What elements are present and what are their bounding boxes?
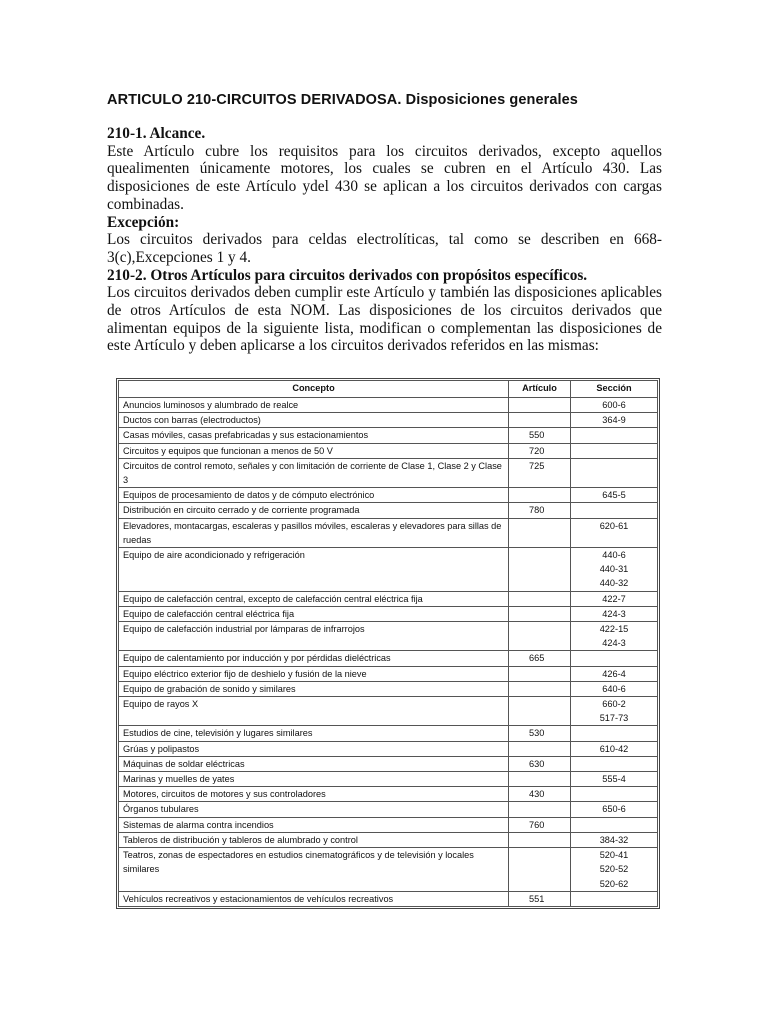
- header-seccion: Sección: [571, 381, 658, 398]
- seccion-value: 517-73: [599, 713, 629, 724]
- cell-seccion: [571, 458, 658, 487]
- table-row: [119, 503, 658, 518]
- cell-concepto: Anuncios luminosos y alumbrado de realce: [119, 398, 509, 413]
- section-heading: Excepción:: [107, 213, 180, 231]
- cell-seccion: [571, 741, 658, 756]
- cell-articulo: [509, 681, 571, 696]
- cell-concepto: Sistemas de alarma contra incendios: [119, 817, 509, 832]
- cell-concepto: Equipos de procesamiento de datos y de cómputo electrónico: [119, 488, 509, 503]
- table-row: [119, 622, 658, 651]
- cell-concepto: Equipo de rayos X: [119, 697, 509, 726]
- cell-concepto: Circuitos y equipos que funcionan a menos de 50 V: [119, 443, 509, 458]
- cell-articulo: 550: [509, 428, 571, 443]
- table-row: [119, 458, 658, 487]
- cell-concepto: Equipo de grabación de sonido y similares: [119, 681, 509, 696]
- reference-table: [118, 380, 658, 907]
- section-heading: 210-1. Alcance.: [107, 125, 206, 142]
- seccion-value: 650-6: [602, 804, 626, 815]
- cell-concepto: Equipo de aire acondicionado y refrigeración: [119, 548, 509, 592]
- cell-seccion: [571, 413, 658, 428]
- seccion-value: 600-6: [602, 400, 626, 410]
- cell-articulo: [509, 622, 571, 651]
- cell-seccion: [571, 518, 658, 547]
- table-row: [119, 606, 658, 621]
- table-row: [119, 651, 658, 666]
- cell-seccion: [571, 787, 658, 802]
- cell-articulo: [509, 548, 571, 592]
- seccion-value: 660-2: [602, 699, 626, 710]
- seccion-value: 620-61: [599, 520, 629, 531]
- cell-articulo: 725: [509, 458, 571, 487]
- cell-concepto: Vehículos recreativos y estacionamientos de vehículos recreativos: [119, 891, 509, 906]
- cell-seccion: [571, 651, 658, 666]
- seccion-value: 520-62: [599, 878, 629, 889]
- seccion-value: 555-4: [602, 774, 626, 785]
- cell-concepto: Ductos con barras (electroductos): [119, 413, 509, 428]
- cell-seccion: [571, 891, 658, 906]
- table-row: [119, 666, 658, 681]
- cell-articulo: [509, 518, 571, 547]
- cell-seccion: [571, 817, 658, 832]
- table-row: [119, 697, 658, 726]
- table-row: [119, 398, 658, 413]
- cell-articulo: 551: [509, 891, 571, 906]
- table-row: [119, 681, 658, 696]
- cell-concepto: Casas móviles, casas prefabricadas y sus estacionamientos: [119, 428, 509, 443]
- cell-concepto: Equipo de calefacción industrial por lámparas de infrarrojos: [119, 622, 509, 651]
- seccion-value: 520-52: [599, 864, 629, 875]
- seccion-value: 424-3: [602, 638, 626, 649]
- cell-seccion: [571, 681, 658, 696]
- paragraph: Los circuitos derivados para celdas electrolíticas, tal como se describen en 668-3(c),Excepciones 1 y 4.: [107, 231, 662, 266]
- table-header-row: [119, 381, 658, 398]
- table-row: [119, 832, 658, 847]
- cell-articulo: 780: [509, 503, 571, 518]
- cell-seccion: [571, 443, 658, 458]
- table-row: [119, 548, 658, 592]
- table-row: [119, 802, 658, 817]
- table-row: [119, 787, 658, 802]
- section-heading: 210-2. Otros Artículos para circuitos derivados con propósitos específicos.: [107, 266, 588, 284]
- seccion-value: 426-4: [602, 668, 626, 679]
- cell-articulo: [509, 772, 571, 787]
- article-title: ARTICULO 210-CIRCUITOS DERIVADOSA. Disposiciones generales: [107, 92, 578, 108]
- cell-seccion: [571, 622, 658, 651]
- cell-seccion: [571, 503, 658, 518]
- seccion-value: 520-41: [599, 850, 629, 861]
- seccion-value: 364-9: [602, 415, 626, 426]
- cell-seccion: [571, 726, 658, 741]
- table-row: [119, 756, 658, 771]
- seccion-value: 440-32: [599, 578, 629, 589]
- table-row: [119, 726, 658, 741]
- cell-seccion: [571, 832, 658, 847]
- cell-concepto: Estudios de cine, televisión y lugares similares: [119, 726, 509, 741]
- cell-seccion: [571, 488, 658, 503]
- table-row: [119, 518, 658, 547]
- table-row: [119, 817, 658, 832]
- table-row: [119, 443, 658, 458]
- cell-articulo: [509, 488, 571, 503]
- cell-seccion: [571, 548, 658, 592]
- cell-seccion: [571, 697, 658, 726]
- cell-concepto: Equipo eléctrico exterior fijo de deshielo y fusión de la nieve: [119, 666, 509, 681]
- cell-articulo: 530: [509, 726, 571, 741]
- cell-seccion: [571, 802, 658, 817]
- cell-articulo: 720: [509, 443, 571, 458]
- table-row: [119, 848, 658, 892]
- cell-articulo: [509, 832, 571, 847]
- seccion-value: 422-15: [599, 624, 629, 635]
- cell-articulo: [509, 802, 571, 817]
- paragraph: Los circuitos derivados deben cumplir este Artículo y también las disposiciones aplicables de otros Artículos de esta NOM. Las disposiciones de los circuitos derivados que alimentan equipos de la siguiente lista, modifican o complementan las disposiciones de este Artículo y deben aplicarse a los circuitos derivados referidos en las mismas:: [107, 284, 662, 355]
- cell-articulo: [509, 606, 571, 621]
- seccion-value: 610-42: [599, 743, 629, 754]
- cell-articulo: 665: [509, 651, 571, 666]
- header-articulo: Artículo: [509, 381, 571, 398]
- cell-concepto: Equipo de calefacción central eléctrica fija: [119, 606, 509, 621]
- header-concepto: Concepto: [119, 381, 509, 398]
- cell-concepto: Equipo de calentamiento por inducción y por pérdidas dieléctricas: [119, 651, 509, 666]
- cell-articulo: [509, 591, 571, 606]
- cell-concepto: Equipo de calefacción central, excepto de calefacción central eléctrica fija: [119, 591, 509, 606]
- cell-seccion: [571, 756, 658, 771]
- seccion-value: 384-32: [599, 834, 629, 845]
- cell-articulo: 430: [509, 787, 571, 802]
- seccion-value: 424-3: [602, 608, 626, 619]
- cell-seccion: [571, 398, 658, 413]
- paragraph: Este Artículo cubre los requisitos para los circuitos derivados, excepto aquellos quealimenten únicamente motores, los cuales se cubren en el Artículo 430. Las disposiciones de este Artículo ydel 430 se aplican a los circuitos derivados con cargas combinadas.: [107, 142, 662, 213]
- table-row: [119, 488, 658, 503]
- cell-seccion: [571, 606, 658, 621]
- cell-articulo: [509, 398, 571, 413]
- cell-concepto: Grúas y polipastos: [119, 741, 509, 756]
- cell-seccion: [571, 666, 658, 681]
- cell-concepto: Teatros, zonas de espectadores en estudios cinematográficos y de televisión y locales similares: [119, 848, 509, 892]
- cell-articulo: 630: [509, 756, 571, 771]
- table-row: [119, 741, 658, 756]
- cell-concepto: Circuitos de control remoto, señales y con limitación de corriente de Clase 1, Clase 2 y Clase 3: [119, 458, 509, 487]
- cell-concepto: Tableros de distribución y tableros de alumbrado y control: [119, 832, 509, 847]
- table-row: [119, 772, 658, 787]
- cell-seccion: [571, 428, 658, 443]
- cell-articulo: [509, 741, 571, 756]
- cell-seccion: [571, 591, 658, 606]
- cell-seccion: [571, 848, 658, 892]
- cell-concepto: Órganos tubulares: [119, 802, 509, 817]
- cell-seccion: [571, 772, 658, 787]
- cell-concepto: Elevadores, montacargas, escaleras y pasillos móviles, escaleras y elevadores para sillas de ruedas: [119, 518, 509, 547]
- seccion-value: 422-7: [602, 593, 626, 604]
- table-row: [119, 413, 658, 428]
- article-body: [107, 125, 662, 355]
- cell-articulo: [509, 413, 571, 428]
- cell-articulo: 760: [509, 817, 571, 832]
- cell-concepto: Distribución en circuito cerrado y de corriente programada: [119, 503, 509, 518]
- table-row: [119, 891, 658, 906]
- cell-articulo: [509, 666, 571, 681]
- seccion-value: 645-5: [602, 490, 626, 501]
- table-row: [119, 428, 658, 443]
- table-row: [119, 591, 658, 606]
- cell-concepto: Máquinas de soldar eléctricas: [119, 756, 509, 771]
- cell-articulo: [509, 848, 571, 892]
- seccion-value: 640-6: [602, 683, 626, 694]
- cell-concepto: Marinas y muelles de yates: [119, 772, 509, 787]
- seccion-value: 440-6: [602, 550, 626, 561]
- seccion-value: 440-31: [599, 564, 629, 575]
- cell-articulo: [509, 697, 571, 726]
- cell-concepto: Motores, circuitos de motores y sus controladores: [119, 787, 509, 802]
